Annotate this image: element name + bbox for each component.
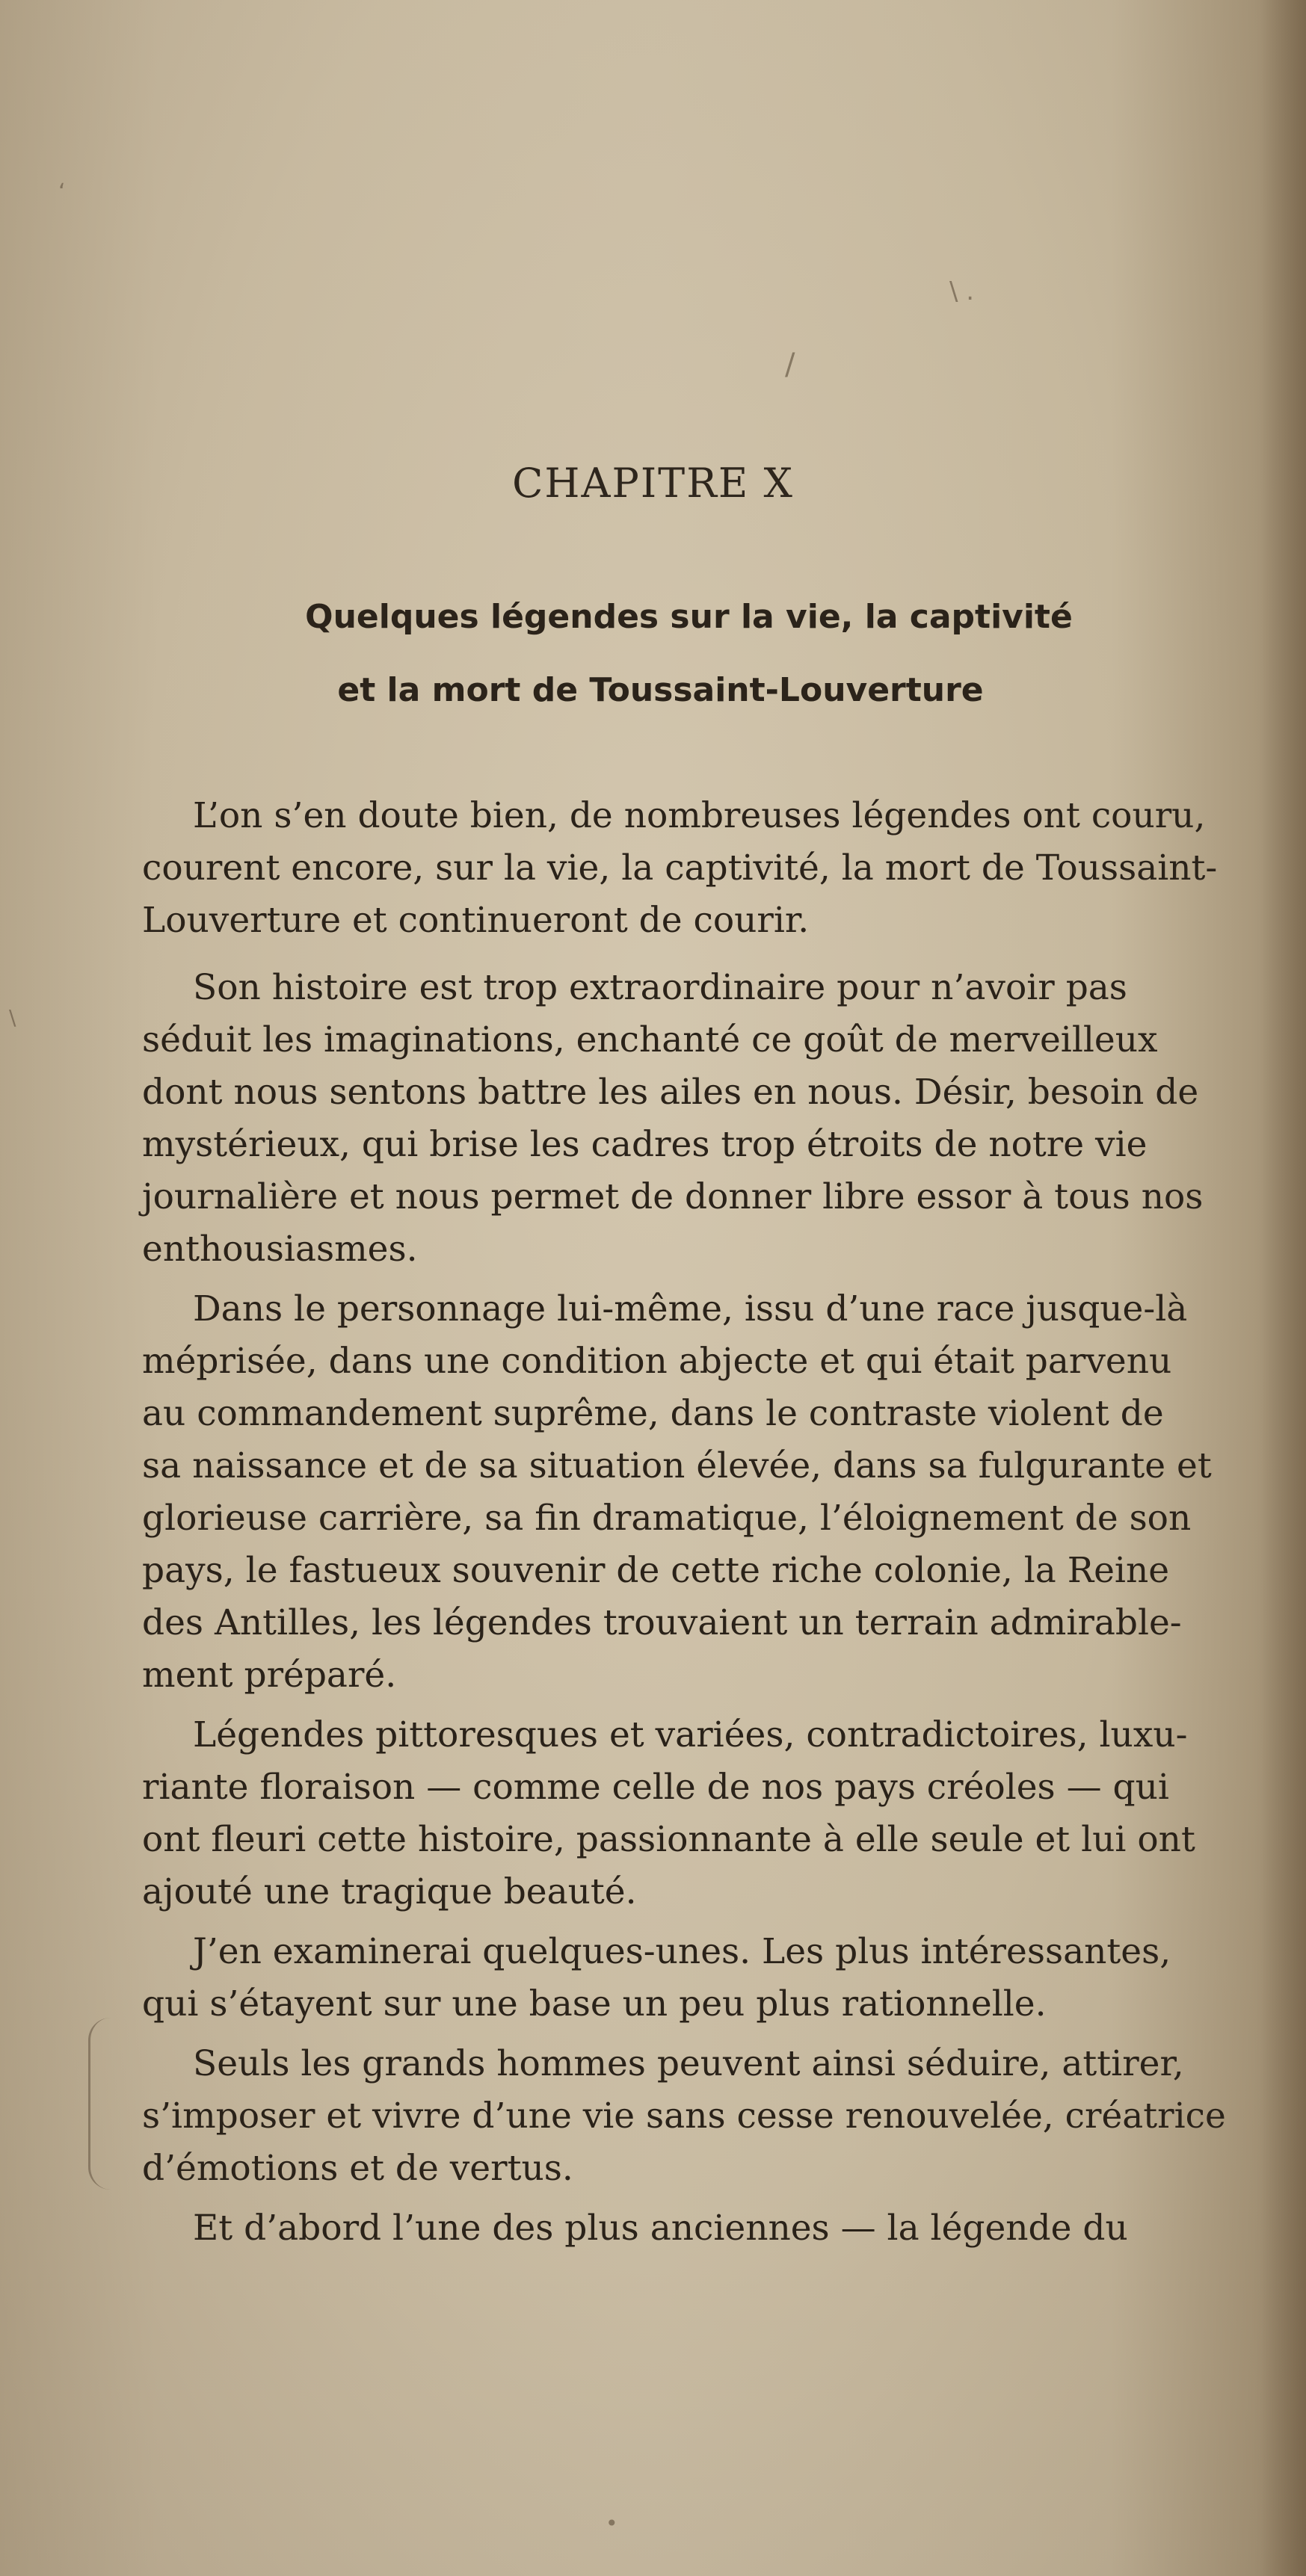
paragraph-line: mystérieux, qui brise les cadres trop étroits de notre vie	[142, 1124, 1148, 1165]
paragraph-line: pays, le fastueux souvenir de cette riche colonie, la Reine	[142, 1550, 1170, 1591]
paragraph-line: Louverture et continueront de courir.	[142, 900, 810, 941]
paragraph-line: Et d’abord l’une des plus anciennes — la légende du	[193, 2208, 1128, 2249]
paragraph-line: sa naissance et de sa situation élevée, dans sa fulgurante et	[142, 1445, 1212, 1486]
paragraph-line: des Antilles, les légendes trouvaient un terrain admirable-	[142, 1602, 1182, 1643]
paragraph-line: courent encore, sur la vie, la captivité, la mort de Toussaint-	[142, 847, 1218, 889]
paragraph-line: ajouté une tragique beauté.	[142, 1871, 637, 1912]
paragraph-line: séduit les imaginations, enchanté ce goût de merveilleux	[142, 1019, 1158, 1060]
paragraph-line: dont nous sentons battre les ailes en nous. Désir, besoin de	[142, 1072, 1199, 1113]
paragraph-line: d’émotions et de vertus.	[142, 2148, 573, 2189]
paragraph-line: journalière et nous permet de donner libre essor à tous nos	[142, 1176, 1204, 1217]
margin-bracket-mark	[88, 2018, 128, 2190]
paragraph-line: Dans le personnage lui-même, issu d’une race jusque-là	[193, 1288, 1188, 1329]
chapter-subtitle-line-1: Quelques légendes sur la vie, la captivité	[305, 598, 1073, 636]
paragraph-line: Seuls les grands hommes peuvent ainsi séduire, attirer,	[193, 2043, 1184, 2084]
paragraph-line: L’on s’en doute bien, de nombreuses légendes ont couru,	[193, 795, 1206, 836]
chapter-subtitle-line-2: et la mort de Toussaint-Louverture	[337, 671, 984, 709]
paragraph-line: méprisée, dans une condition abjecte et qui était parvenu	[142, 1341, 1172, 1382]
paragraph-line: riante floraison — comme celle de nos pays créoles — qui	[142, 1767, 1169, 1808]
paragraph-line: s’imposer et vivre d’une vie sans cesse renouvelée, créatrice	[142, 2095, 1226, 2137]
paragraph-line: au commandement suprême, dans le contraste violent de	[142, 1393, 1164, 1434]
ink-mark: \	[9, 1005, 16, 1030]
paragraph-line: ment préparé.	[142, 1655, 397, 1696]
paragraph-line: Légendes pittoresques et variées, contradictoires, luxu-	[193, 1714, 1188, 1755]
paragraph-line: glorieuse carrière, sa fin dramatique, l’éloignement de son	[142, 1498, 1192, 1539]
paragraph-line: ont fleuri cette histoire, passionnante à elle seule et lui ont	[142, 1819, 1195, 1860]
paragraph-line: Son histoire est trop extraordinaire pour n’avoir pas	[193, 967, 1127, 1008]
chapter-title: CHAPITRE X	[512, 460, 794, 507]
paragraph-line: qui s’étayent sur une base un peu plus rationnelle.	[142, 1983, 1047, 2024]
ink-mark: /	[785, 348, 795, 382]
ink-mark: \ .	[949, 277, 975, 306]
paragraph-line: J’en examinerai quelques-unes. Les plus intéressantes,	[193, 1931, 1171, 1972]
ink-mark: ʻ	[58, 179, 66, 206]
paragraph-line: enthousiasmes.	[142, 1229, 418, 1270]
ink-mark: •	[606, 2511, 618, 2536]
